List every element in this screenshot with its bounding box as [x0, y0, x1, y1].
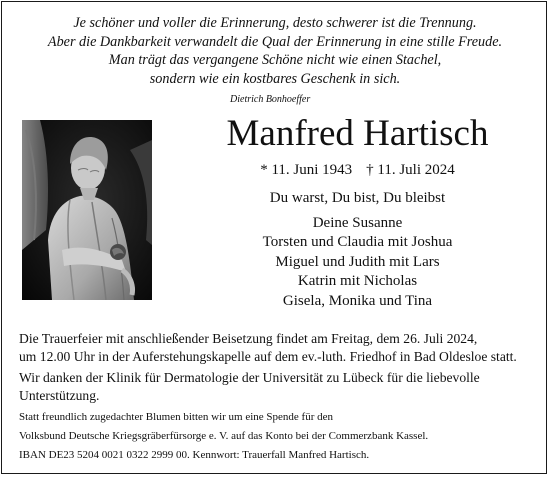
life-dates — [165, 162, 550, 179]
mourner-name: Deine Susanne — [312, 215, 403, 231]
bonhoeffer-quote — [0, 14, 550, 88]
quote-line: Aber die Dankbarkeit verwandelt die Qual der Erinnerung in eine stille Freude. — [47, 33, 503, 50]
thanks-paragraph — [19, 369, 531, 404]
angel-statue-image — [22, 120, 152, 300]
quote-author: Dietrich Bonhoeffer — [230, 94, 311, 105]
quote-line: Je schöner und voller die Erinnerung, desto schwerer ist die Trennung. — [73, 15, 477, 31]
deceased-name: Manfred Hartisch — [226, 113, 489, 154]
donation-request — [19, 408, 539, 465]
death-date: † 11. Juli 2024 — [366, 162, 455, 178]
thanks-line: Unterstützung. — [19, 387, 100, 403]
birth-date: * 11. Juni 1943 — [260, 162, 353, 178]
quote-line: Man trägt das vergangene Schöne nicht wie einen Stachel, — [108, 52, 442, 69]
funeral-line: Die Trauerfeier mit anschließender Beisetzung findet am Freitag, dem 26. Juli 2024, — [19, 331, 478, 346]
mourner-name: Katrin mit Nicholas — [297, 273, 418, 290]
mourner-name: Torsten und Claudia mit Joshua — [262, 234, 453, 251]
angel-statue-photo — [22, 120, 152, 300]
thanks-line: Wir danken der Klinik für Dermatologie der Universität zu Lübeck für die liebevolle — [19, 370, 480, 385]
funeral-line: um 12.00 Uhr in der Auferstehungskapelle auf dem ev.-luth. Friedhof in Bad Oldesloe statt. — [19, 348, 517, 364]
motto: Du warst, Du bist, Du bleibst — [269, 190, 446, 206]
mourner-name: Miguel und Judith mit Lars — [275, 253, 440, 270]
mourner-name: Gisela, Monika und Tina — [282, 292, 433, 309]
quote-line: sondern wie ein kostbares Geschenk in sich. — [149, 70, 401, 87]
donation-line: Volksbund Deutsche Kriegsgräberfürsorge e. V. auf das Konto bei der Commerzbank Kassel. — [19, 430, 429, 442]
donation-line: Statt freundlich zugedachter Blumen bitten wir um eine Spende für den — [19, 411, 334, 423]
funeral-announcement — [19, 330, 531, 365]
donation-line: IBAN DE23 5204 0021 0322 2999 00. Kennwort: Trauerfall Manfred Hartisch. — [19, 449, 370, 461]
mourners-list — [165, 214, 550, 311]
